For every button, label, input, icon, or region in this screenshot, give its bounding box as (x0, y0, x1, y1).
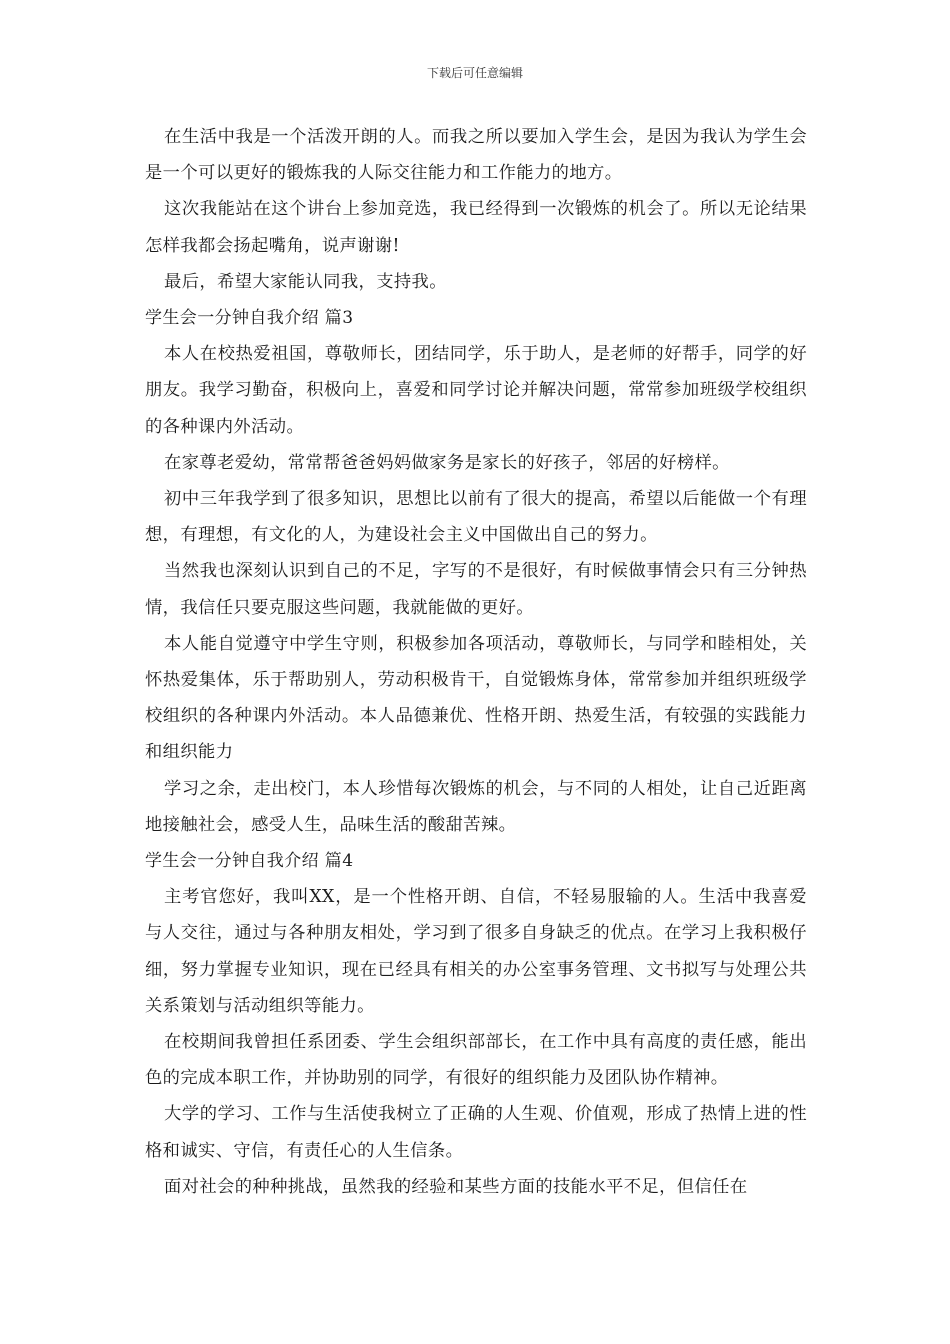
paragraph: 在家尊老爱幼，常常帮爸爸妈妈做家务是家长的好孩子，邻居的好榜样。 (164, 452, 730, 473)
paragraph: 初中三年我学到了很多知识，思想比以前有了很大的提高，希望以后能做一个有理想，有理想，有文化的人，为建设社会主义中国做出自己的努力。 (145, 489, 807, 546)
section-heading: 学生会一分钟自我介绍 篇4 (145, 851, 354, 872)
document-body (145, 119, 807, 1205)
paragraph: 这次我能站在这个讲台上参加竞选，我已经得到一次锻炼的机会了。所以无论结果怎样我都会扬起嘴角，说声谢谢! (145, 199, 807, 256)
paragraph: 主考官您好，我叫XX，是一个性格开朗、自信，不轻易服输的人。生活中我喜爱与人交往，通过与各种朋友相处，学习到了很多自身缺乏的优点。在学习上我积极仔细，努力掌握专业知识，现在已经具有相关的办公室事务管理、文书拟写与处理公共关系策划与活动组织等能力。 (145, 887, 807, 1016)
paragraph: 学习之余，走出校门，本人珍惜每次锻炼的机会，与不同的人相处，让自己近距离地接触社会，感受人生，品味生活的酸甜苦辣。 (145, 778, 807, 835)
paragraph: 当然我也深刻认识到自己的不足，字写的不是很好，有时候做事情会只有三分钟热情，我信任只要克服这些问题，我就能做的更好。 (145, 561, 807, 618)
paragraph: 在校期间我曾担任系团委、学生会组织部部长，在工作中具有高度的责任感，能出色的完成本职工作，并协助别的同学，有很好的组织能力及团队协作精神。 (145, 1032, 807, 1089)
paragraph: 本人在校热爱祖国，尊敬师长，团结同学，乐于助人，是老师的好帮手，同学的好朋友。我学习勤奋，积极向上，喜爱和同学讨论并解决问题，常常参加班级学校组织的各种课内外活动。 (145, 344, 807, 437)
section-heading: 学生会一分钟自我介绍 篇3 (145, 308, 354, 329)
paragraph: 最后，希望大家能认同我，支持我。 (164, 271, 447, 292)
page-header: 下载后可任意编辑 (426, 66, 523, 80)
paragraph: 本人能自觉遵守中学生守则，积极参加各项活动，尊敬师长，与同学和睦相处，关怀热爱集体，乐于帮助别人，劳动积极肯干，自觉锻炼身体，常常参加并组织班级学校组织的各种课内外活动。本人品德兼优、性格开朗、热爱生活，有较强的实践能力和组织能力 (145, 633, 807, 763)
paragraph: 面对社会的种种挑战，虽然我的经验和某些方面的技能水平不足，但信任在 (164, 1176, 748, 1197)
paragraph: 大学的学习、工作与生活使我树立了正确的人生观、价值观，形成了热情上进的性格和诚实、守信，有责任心的人生信条。 (145, 1104, 807, 1161)
paragraph: 在生活中我是一个活泼开朗的人。而我之所以要加入学生会，是因为我认为学生会是一个可以更好的锻炼我的人际交往能力和工作能力的地方。 (145, 127, 807, 184)
